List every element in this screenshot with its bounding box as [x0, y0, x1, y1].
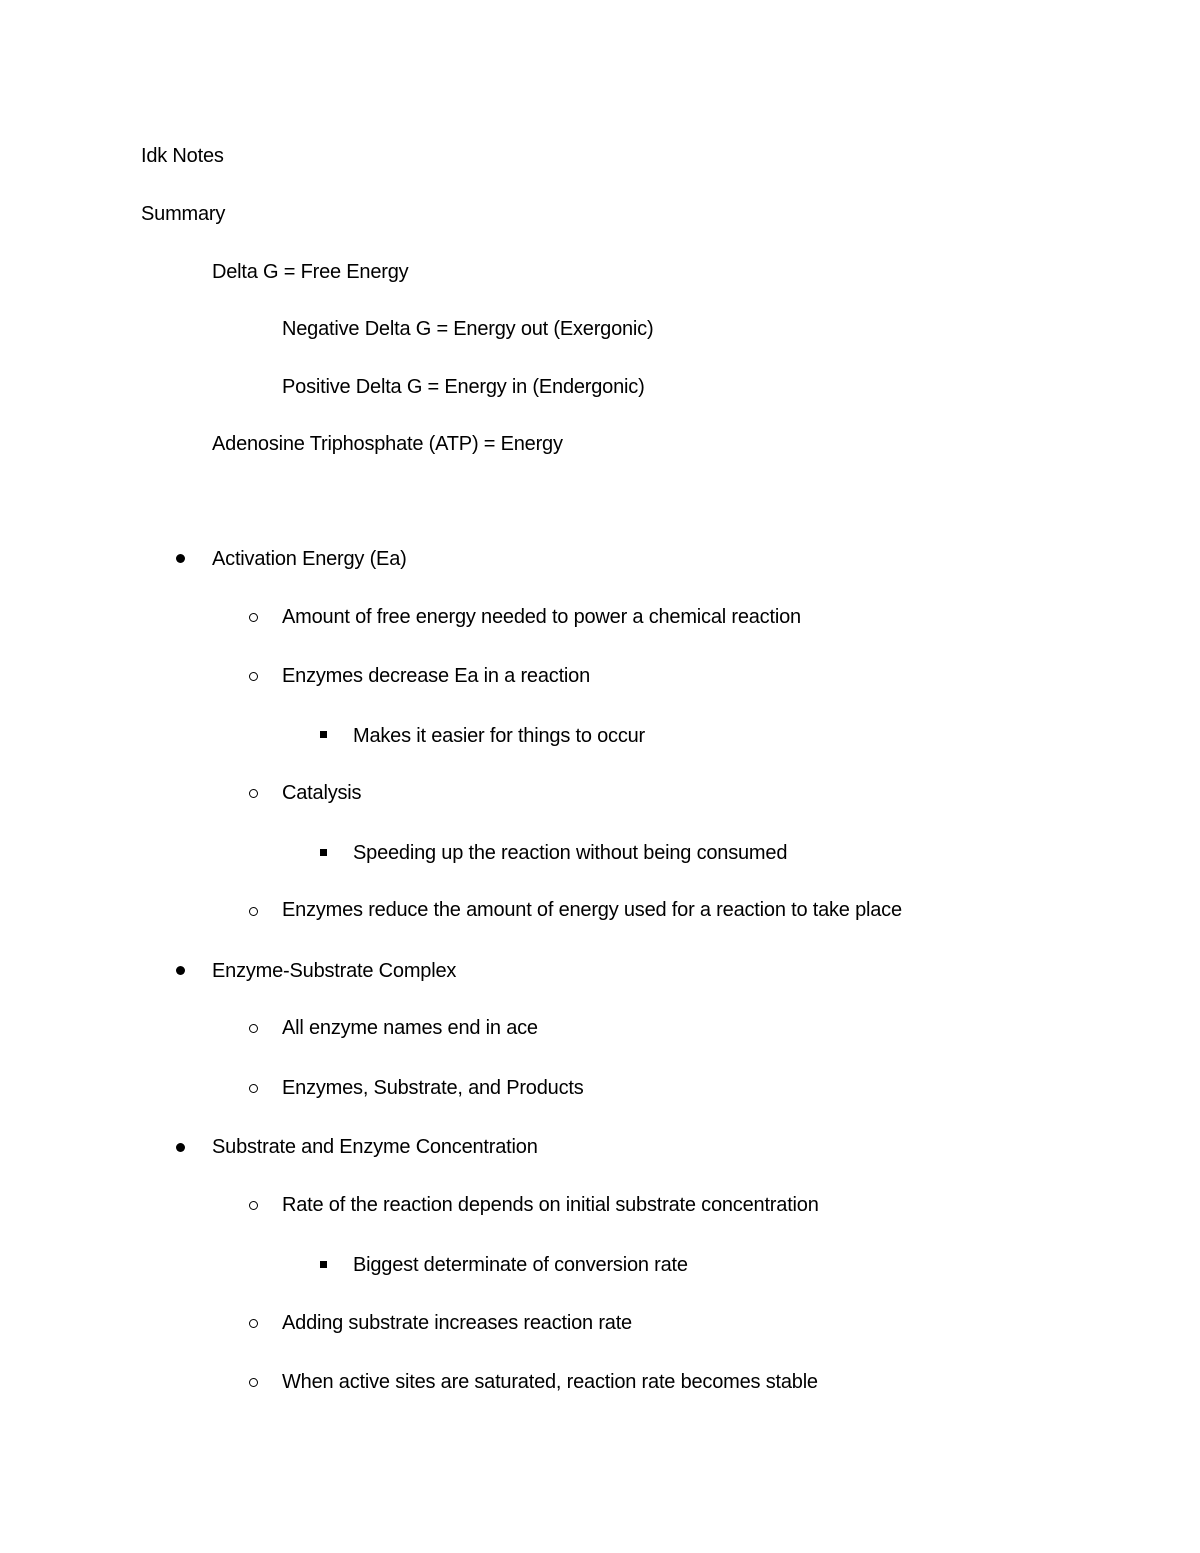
bullet-circle-icon [249, 1319, 258, 1328]
bullet-circle-icon [249, 672, 258, 681]
bullet-dot-icon [176, 1143, 185, 1152]
bullet-circle-icon [249, 613, 258, 622]
summary-heading: Summary [141, 203, 226, 225]
list-subitem: Biggest determinate of conversion rate [353, 1254, 688, 1276]
list-item: All enzyme names end in ace [282, 1017, 538, 1039]
bullet-circle-icon [249, 789, 258, 798]
list-item: Enzymes reduce the amount of energy used for a reaction to take place [282, 899, 902, 921]
list-item: When active sites are saturated, reaction rate becomes stable [282, 1371, 818, 1393]
list-item: Amount of free energy needed to power a chemical reaction [282, 606, 801, 628]
section-label-substrate-enzyme-concentration: Substrate and Enzyme Concentration [212, 1136, 538, 1158]
document-title: Idk Notes [141, 145, 224, 167]
summary-positive-delta-g: Positive Delta G = Energy in (Endergonic) [282, 376, 645, 398]
list-item: Enzymes decrease Ea in a reaction [282, 665, 591, 687]
list-subitem: Makes it easier for things to occur [353, 725, 646, 747]
list-subitem: Speeding up the reaction without being consumed [353, 842, 788, 864]
bullet-square-icon [320, 731, 327, 738]
bullet-square-icon [320, 849, 327, 856]
section-label-activation-energy: Activation Energy (Ea) [212, 548, 407, 570]
section-label-enzyme-substrate-complex: Enzyme-Substrate Complex [212, 960, 457, 982]
bullet-circle-icon [249, 1084, 258, 1093]
list-item: Adding substrate increases reaction rate [282, 1312, 632, 1334]
list-item: Catalysis [282, 782, 362, 804]
summary-delta-g: Delta G = Free Energy [212, 261, 409, 283]
list-item: Rate of the reaction depends on initial substrate concentration [282, 1194, 819, 1216]
bullet-circle-icon [249, 1024, 258, 1033]
bullet-square-icon [320, 1261, 327, 1268]
list-item: Enzymes, Substrate, and Products [282, 1077, 584, 1099]
summary-negative-delta-g: Negative Delta G = Energy out (Exergonic) [282, 318, 654, 340]
bullet-circle-icon [249, 907, 258, 916]
bullet-dot-icon [176, 554, 185, 563]
summary-atp: Adenosine Triphosphate (ATP) = Energy [212, 433, 563, 455]
bullet-circle-icon [249, 1201, 258, 1210]
bullet-dot-icon [176, 966, 185, 975]
bullet-circle-icon [249, 1378, 258, 1387]
